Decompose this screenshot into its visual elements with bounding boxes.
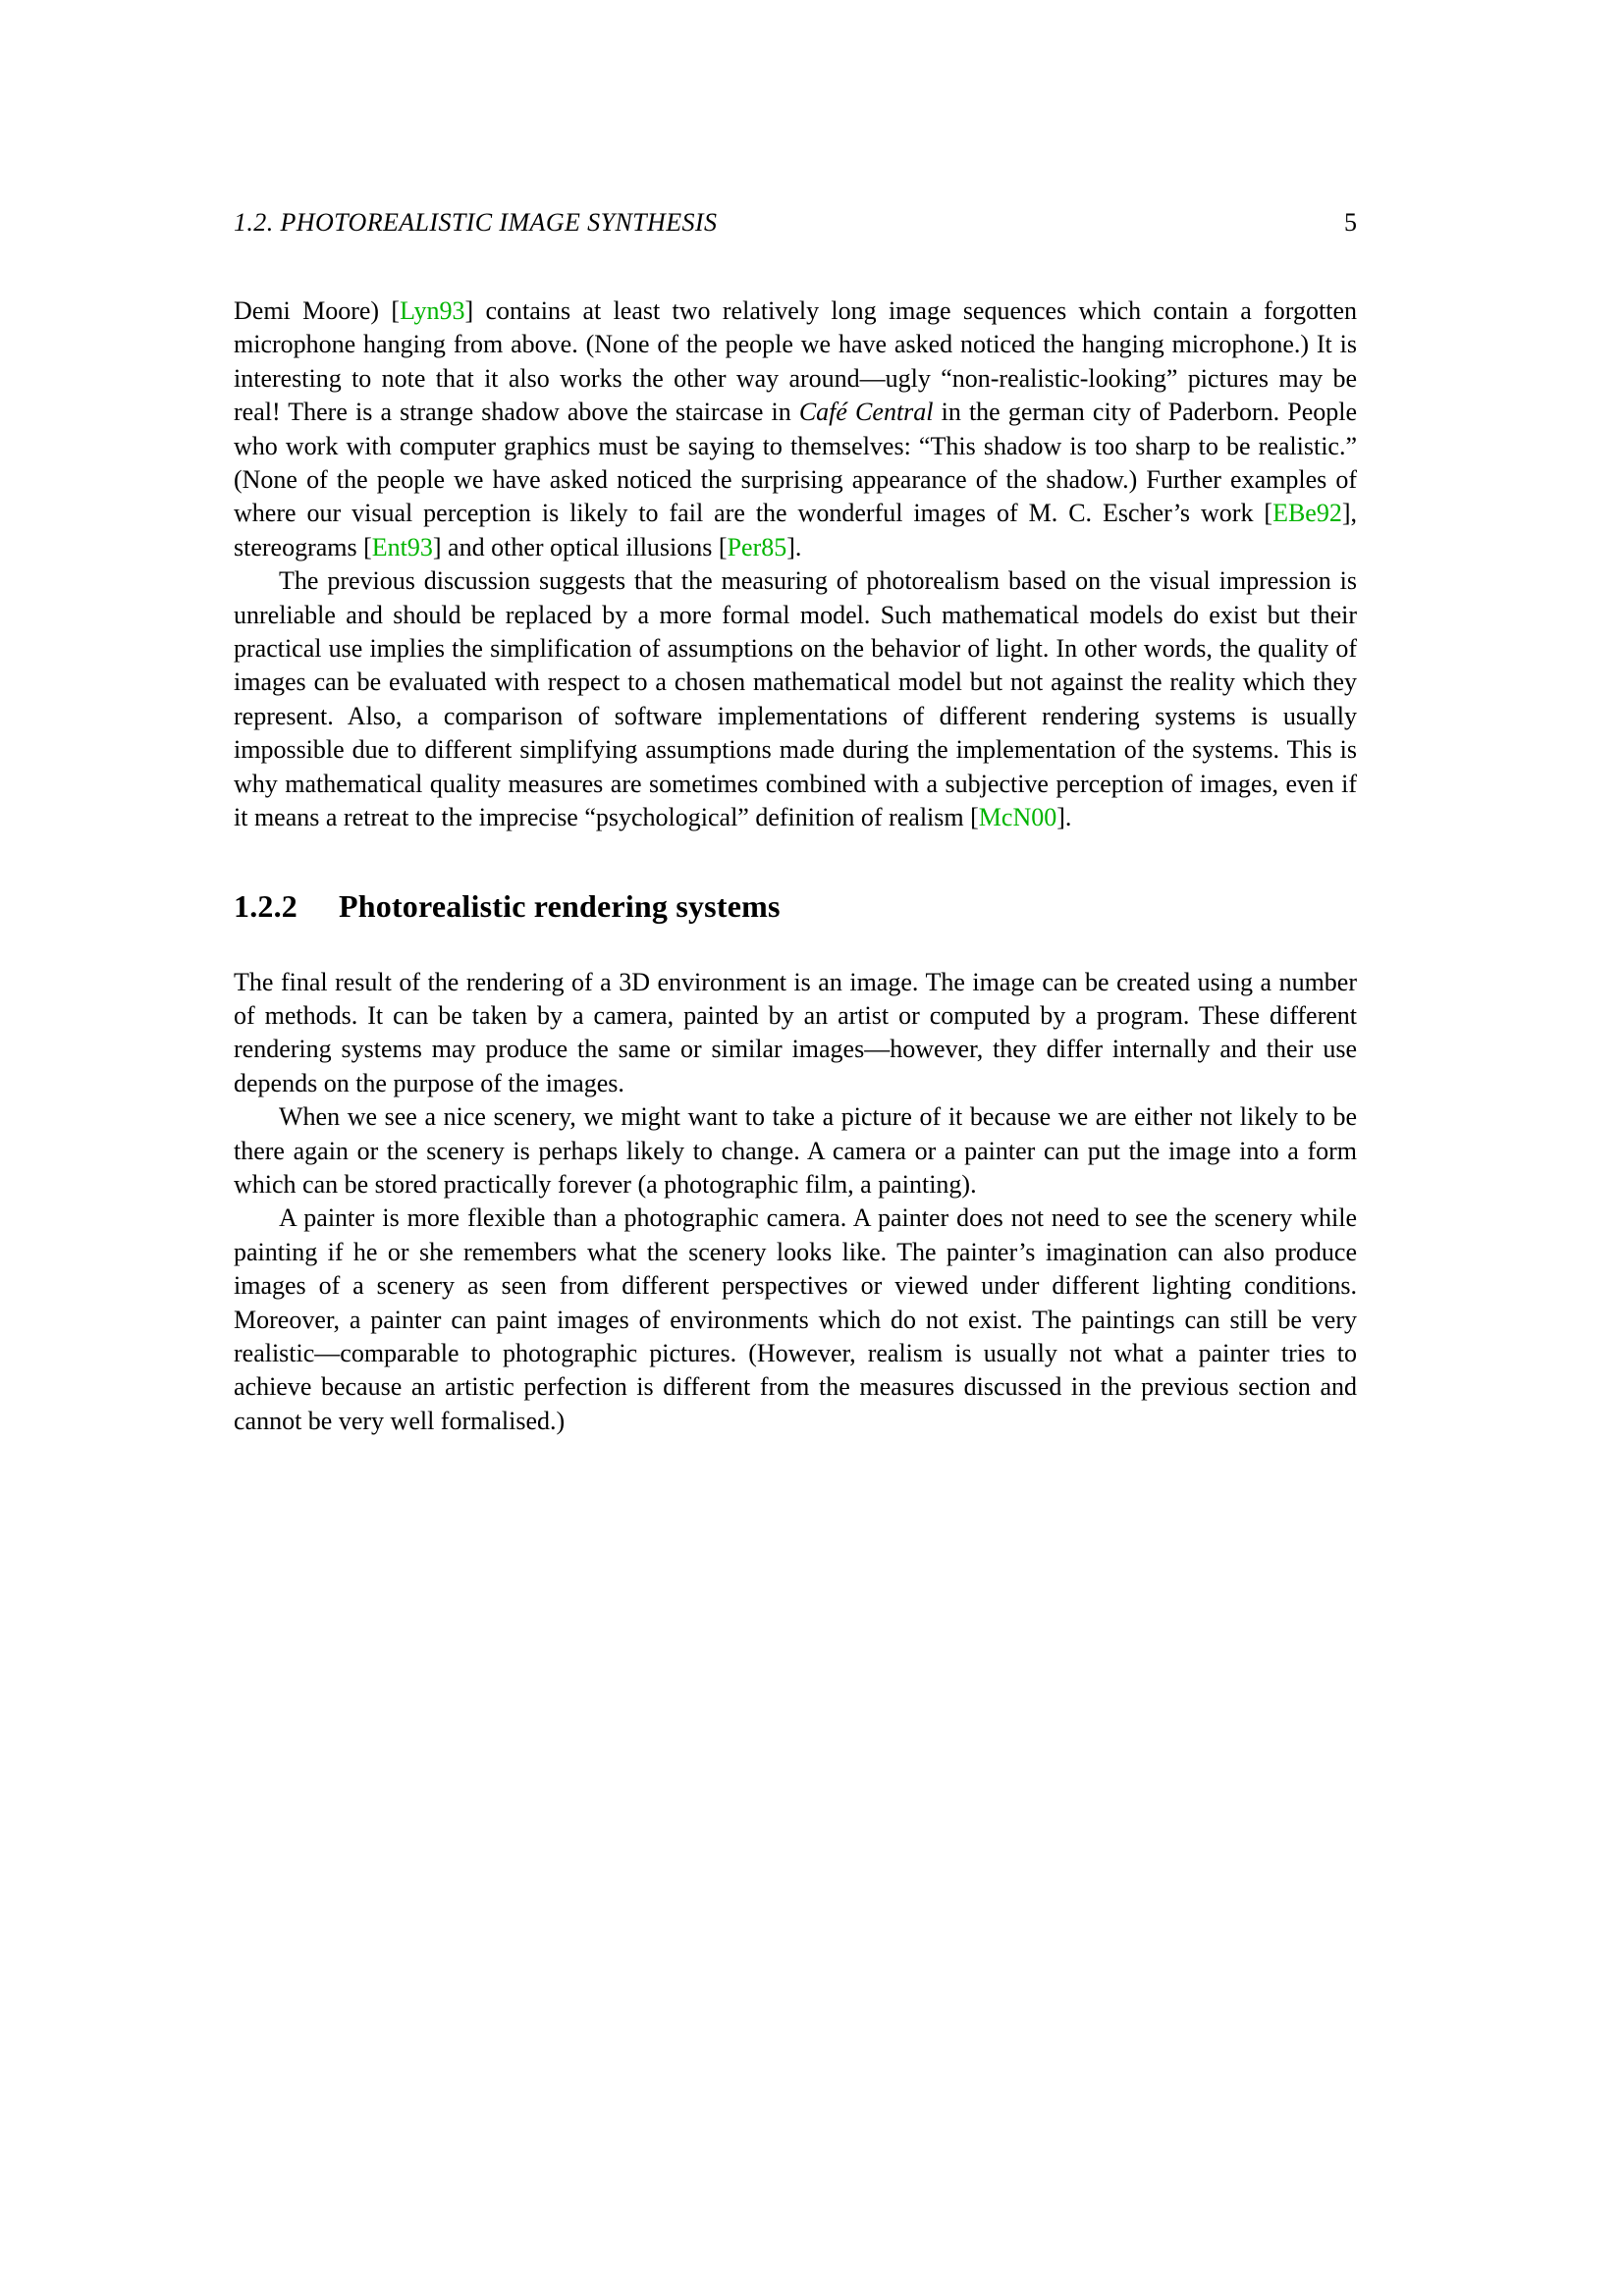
paragraph: Demi Moore) [Lyn93] contains at least two relatively long image sequences which contain a forgotten microphone hanging from above. (None of the people we have asked noticed the hanging microphone.) It is interesting to note that it also works the other way around—ugly “non-realistic-looking” pictures may be real! There is a strange shadow above the staircase in Café Central in the german city of Paderborn. People who work with computer graphics must be saying to themselves: “This shadow is too sharp to be realistic.” (None of the people we have asked noticed the surprising appearance of the shadow.) Further examples of where our visual perception is likely to fail are the wonderful images of M. C. Escher’s work [EBe92], stereograms [Ent93] and other optical illusions [Per85]. (234, 296, 1357, 561)
section-number: 1.2.2 (234, 887, 298, 924)
paragraph: The previous discussion suggests that the measuring of photorealism based on the visual impression is unreliable and should be replaced by a more formal model. Such mathematical models do exist but their practical use implies the simplification of assumptions on the behavior of light. In other words, the quality of images can be evaluated with respect to a chosen mathematical model but not against the reality which they represent. Also, a comparison of software implementations of different rendering systems is usually impossible due to different simplifying assumptions made during the implementation of the systems. This is why mathematical quality measures are sometimes combined with a subjective perception of images, even if it means a retreat to the imprecise “psychological” definition of realism [McN00]. (234, 566, 1357, 832)
running-header-title: 1.2. PHOTOREALISTIC IMAGE SYNTHESIS (234, 208, 718, 237)
paragraph: When we see a nice scenery, we might want to take a picture of it because we are either not likely to be there again or the scenery is perhaps likely to change. A camera or a painter can put the image into a form which can be stored practically forever (a photographic film, a painting). (234, 1102, 1357, 1199)
citation-link[interactable]: Ent93 (371, 532, 433, 561)
citation-link[interactable]: McN00 (978, 803, 1057, 832)
citation-link[interactable]: EBe92 (1272, 499, 1342, 528)
citation-link[interactable]: Lyn93 (400, 296, 465, 325)
paragraph: A painter is more flexible than a photographic camera. A painter does not need to see the scenery while painting if he or she remembers what the scenery looks like. The painter’s imagination can also produce images of a scenery as seen from different perspectives or viewed under different lighting conditions. Moreover, a painter can paint images of environments which do not exist. The paintings can still be very realistic—comparable to photographic pictures. (However, realism is usually not what a painter tries to achieve because an artistic perfection is different from the measures discussed in the previous section and cannot be very well formalised.) (234, 1203, 1357, 1435)
section-title: Photorealistic rendering systems (339, 887, 781, 924)
page-body (234, 294, 1357, 1438)
section-heading (234, 888, 1357, 925)
italic-text: Café Central (798, 398, 934, 427)
page-number: 5 (1344, 208, 1357, 237)
paragraph: The final result of the rendering of a 3D environment is an image. The image can be created using a number of methods. It can be taken by a camera, painted by an artist or computed by a program. These different rendering systems may produce the same or similar images—however, they differ internally and their use depends on the purpose of the images. (234, 967, 1357, 1097)
running-header (234, 208, 1357, 238)
citation-link[interactable]: Per85 (727, 532, 787, 561)
